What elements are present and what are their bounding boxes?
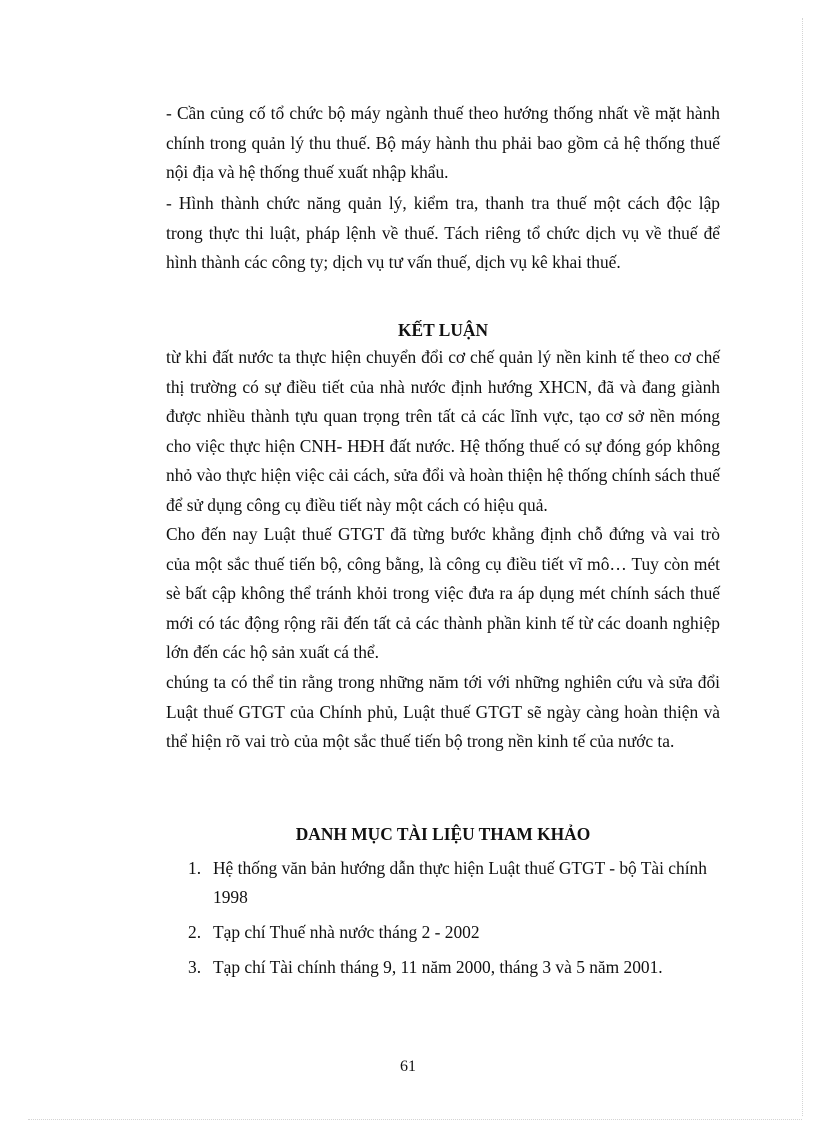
reference-list — [166, 854, 720, 982]
reference-number: 1. — [188, 858, 202, 878]
references-heading: DANH MỤC TÀI LIỆU THAM KHẢO — [295, 824, 591, 844]
conclusion-heading: KẾT LUẬN — [397, 320, 489, 340]
reference-number: 3. — [188, 957, 202, 977]
conclusion-paragraph-1: từ khi đất nước ta thực hiện chuyển đổi cơ chế quản lý nền kinh tế theo cơ chế thị trường có sự điều tiết của nhà nước định hướng XHCN, đã và đang giành được nhiều thành tựu quan trọng trên tất cả các lĩnh vực, tạo cơ sở nền móng cho việc thực hiện CNH- HĐH đất nước. Hệ thống thuế có sự đóng góp không nhỏ vào thực hiện việc cải cách, sửa đổi và hoàn thiện hệ thống chính sách thuế để sử dụng công cụ điều tiết này một cách có hiệu quả. — [166, 347, 720, 515]
paragraph-bo-may: - Cần củng cố tổ chức bộ máy ngành thuế theo hướng thống nhất về mặt hành chính trong quản lý thu thuế. Bộ máy hành thu phải bao gồm cả hệ thống thuế nội địa và hệ thống thuế xuất nhập khẩu. — [166, 103, 720, 182]
reference-text: Hệ thống văn bản hướng dẫn thực hiện Luật thuế GTGT - bộ Tài chính 1998 — [213, 858, 707, 907]
reference-item — [166, 854, 720, 912]
reference-number: 2. — [188, 922, 202, 942]
conclusion-paragraph-2: Cho đến nay Luật thuế GTGT đã từng bước khẳng định chỗ đứng và vai trò của một sắc thuế tiến bộ, công bằng, là công cụ điều tiết vĩ mô… Tuy còn mét sè bất cập không thể tránh khỏi trong việc đưa ra áp dụng mét chính sách thuế mới có tác động rộng rãi đến tất cả các thành phần kinh tế từ các doanh nghiệp lớn đến các hộ sản xuất cá thể. — [166, 524, 720, 662]
paragraph-chuc-nang: - Hình thành chức năng quản lý, kiểm tra, thanh tra thuế một cách độc lập trong thực thi luật, pháp lệnh về thuế. Tách riêng tổ chức dịch vụ về thuế để hình thành các công ty; dịch vụ tư vấn thuế, dịch vụ kê khai thuế. — [166, 193, 720, 272]
reference-text: Tạp chí Tài chính tháng 9, 11 năm 2000, tháng 3 và 5 năm 2001. — [213, 957, 663, 977]
reference-item — [166, 918, 720, 947]
page-border-bottom — [28, 1119, 802, 1120]
reference-text: Tạp chí Thuế nhà nước tháng 2 - 2002 — [213, 922, 480, 942]
conclusion-paragraph-3: chúng ta có thể tin rằng trong những năm tới với những nghiên cứu và sửa đổi Luật thuế GTGT của Chính phủ, Luật thuế GTGT sẽ ngày càng hoàn thiện và thể hiện rõ vai trò của một sắc thuế tiến bộ trong nền kinh tế của nước ta. — [166, 672, 720, 751]
reference-item — [166, 953, 720, 982]
page-border-right — [802, 18, 803, 1116]
page-number: 61 — [400, 1058, 416, 1075]
